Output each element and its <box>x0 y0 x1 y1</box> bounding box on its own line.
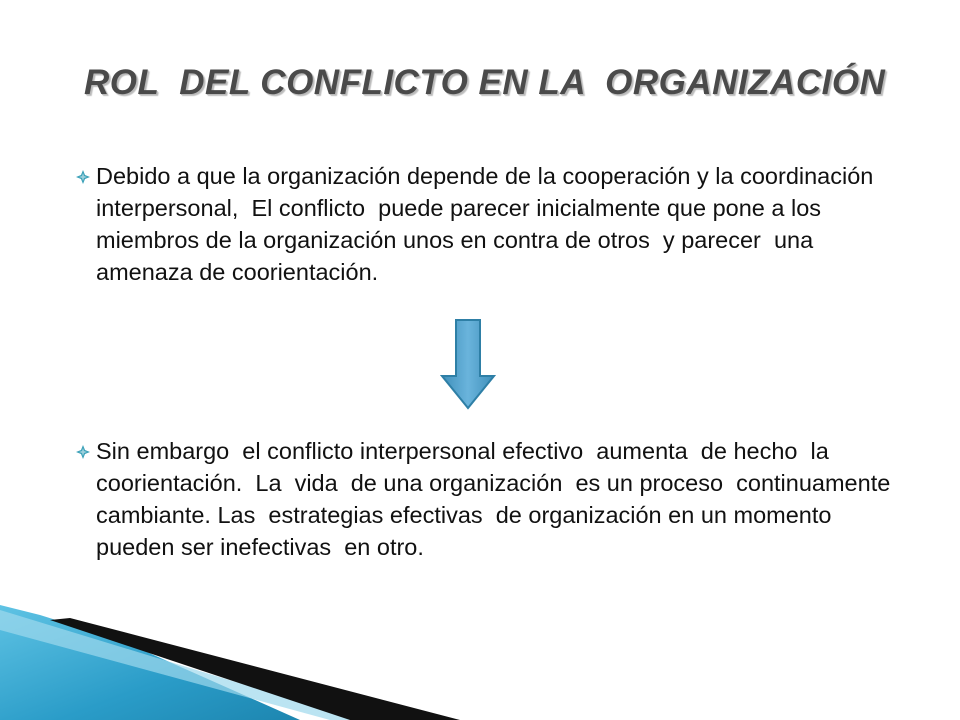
diamond-bullet-icon <box>76 445 90 459</box>
bullet-item-2 <box>76 435 904 563</box>
down-arrow-icon <box>440 318 496 410</box>
bullet-item-1 <box>76 160 896 288</box>
bullet-text-2: Sin embargo el conflicto interpersonal efectivo aumenta de hecho la coorientación. La vida de una organización es un proceso continuamente cambiante. Las estrategias efectivas de organización en un momento pueden ser inefectivas en otro. <box>96 438 904 560</box>
slide-title: ROL DEL CONFLICTO EN LA ORGANIZACIÓN <box>84 63 886 102</box>
diamond-bullet-icon <box>76 170 90 184</box>
bullet-text-1: Debido a que la organización depende de la cooperación y la coordinación interpersonal, El conflicto puede parecer inicialmente que pone a los miembros de la organización unos en contra de otros y parecer una amenaza de coorientación. <box>96 163 887 285</box>
corner-swoosh-decoration <box>0 590 460 720</box>
